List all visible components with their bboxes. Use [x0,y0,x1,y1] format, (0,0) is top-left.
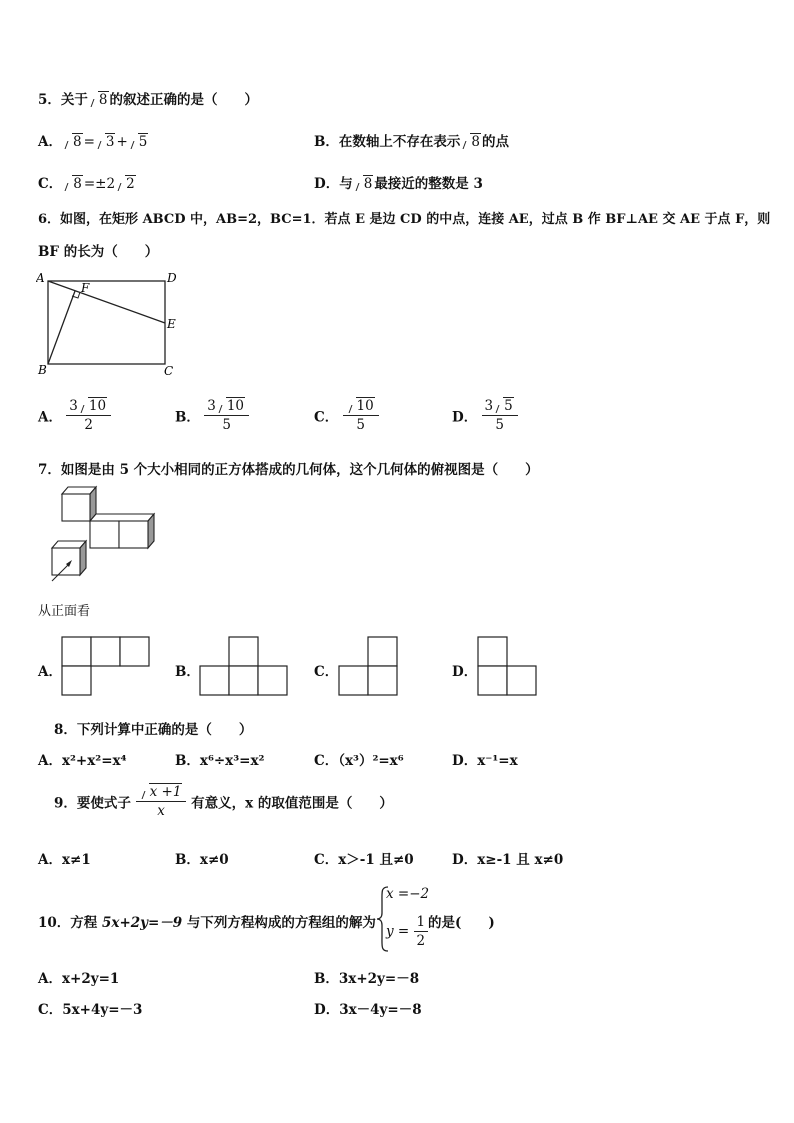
q5-stem-text-a: 5．关于 [38,92,88,108]
label-f: F [81,281,90,295]
q7-option-b-grid [198,636,292,698]
label-c: C [164,364,174,378]
q8-option-d: D．x⁻¹=x [452,753,518,769]
label-d: D [167,271,177,285]
q10-option-a: A．x+2y=1 [38,971,120,987]
q10-system-line1: x =−2 [386,886,430,902]
q9-fraction: $\frac{x +1}{x}$ [136,784,187,819]
q8-stem: 8．下列计算中正确的是（ ） [54,722,253,738]
q7-cube-figure [40,484,160,584]
q7-option-a-label: A． [38,664,62,680]
q10-equation: 5x+2y=－9 [102,915,183,931]
q8-option-a: A．x²+x²=x⁴ [38,753,127,769]
label-a: A [36,271,45,285]
q10-option-c: C．5x+4y=－3 [38,1002,143,1018]
q6-option-d: D． $\frac{3 5}{5}$ [452,398,518,433]
q5-stem [38,88,258,108]
q5-option-b: B．在数轴上不存在表示 8 的点 [314,134,510,150]
q9-stem: 9．要使式子 $\frac{x +1}{x}$ 有意义，x 的取值范围是（ ） [54,784,393,819]
q7-option-a-grid [60,636,154,698]
q5-stem-text-b: 的叙述正确的是（ ） [109,92,258,108]
q6-rectangle-figure [36,268,186,380]
q5-option-a: A． 8 = 3 + 5 [38,134,148,150]
q7-option-d-label: D． [452,664,478,680]
label-b: B [38,363,47,377]
q10-option-d: D．3x－4y=－8 [314,1002,422,1018]
q9-option-d: D．x≥-1 且 x≠0 [452,852,564,868]
q9-option-b: B．x≠0 [175,852,229,868]
q8-option-c: C．（x³）²=x⁶ [314,753,404,769]
label-e: E [167,317,176,331]
q7-stem: 7．如图是由 5 个大小相同的正方体搭成的几何体，这个几何体的俯视图是（ ） [38,462,539,478]
q7-option-c-label: C． [314,664,339,680]
q5-option-c: C． 8 =±2 2 [38,176,135,192]
q7-view-caption: 从正面看 [38,604,91,619]
segment-bf [48,291,75,364]
q6-stem-line1: 6．如图，在矩形 ABCD 中，AB=2，BC=1．若点 E 是边 CD 的中点，连接 AE，过点 B 作 BF⊥AE 交 AE 于点 F，则 [38,212,771,227]
rectangle-abcd [48,281,165,364]
q10-option-b: B．3x+2y=－8 [314,971,420,987]
q10-stem: 10．方程 5x+2y=－9 与下列方程构成的方程组的解为 [38,915,376,931]
sqrt-8-expression: 8 [89,92,109,108]
q6-option-b: B． $\frac{3 10}{5}$ [175,398,249,433]
q8-option-b: B．x⁶÷x³=x² [175,753,265,769]
q9-option-c: C．x＞-1 且≠0 [314,852,414,868]
q7-option-c-grid [337,636,401,698]
q6-stem-line2: BF 的长为（ ） [38,244,159,260]
q7-option-d-grid [476,636,540,698]
q10-stem-tail: 的是( ) [428,915,495,931]
q6-option-c: C． $\frac{10}{5}$ [314,398,379,433]
q10-system-line2: y = $\frac{1}{2}$ [386,914,428,949]
q5-option-d: D．与 8 最接近的整数是 3 [314,176,483,192]
q6-option-a: A． $\frac{3 10}{2}$ [38,398,111,433]
q7-option-b-label: B． [175,664,200,680]
q9-option-a: A．x≠1 [38,852,91,868]
